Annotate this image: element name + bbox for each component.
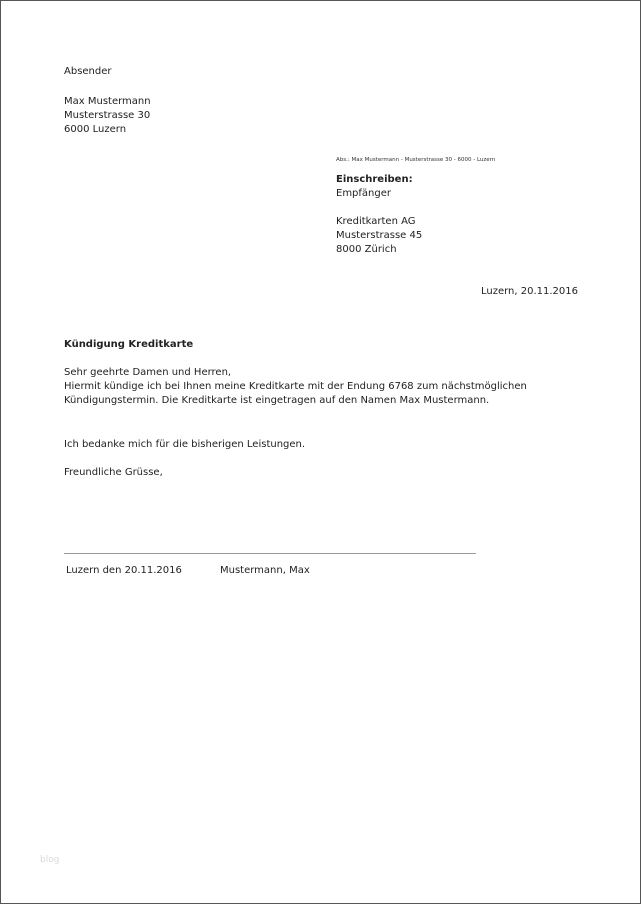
registered-mail-label: Einschreiben: (336, 174, 413, 185)
sender-label: Absender (64, 66, 112, 77)
letter-subject: Kündigung Kreditkarte (64, 339, 194, 350)
body-line-2: Kündigungstermin. Die Kreditkarte ist eingetragen auf den Namen Max Mustermann. (64, 395, 490, 406)
recipient-city: 8000 Zürich (336, 244, 397, 255)
sender-city: 6000 Luzern (64, 124, 127, 135)
signature-rule (64, 553, 476, 554)
sender-street: Musterstrasse 30 (64, 110, 151, 121)
recipient-street: Musterstrasse 45 (336, 230, 423, 241)
recipient-company: Kreditkarten AG (336, 216, 416, 227)
salutation: Sehr geehrte Damen und Herren, (64, 367, 232, 378)
sender-block (64, 65, 151, 137)
closing-line: Freundliche Grüsse, (64, 467, 163, 478)
watermark-text: blog (40, 855, 60, 865)
thanks-line: Ich bedanke mich für die bisherigen Leistungen. (64, 439, 306, 450)
sender-name: Max Mustermann (64, 96, 151, 107)
signature-place-date: Luzern den 20.11.2016 (66, 565, 182, 576)
recipient-block (336, 173, 422, 257)
recipient-spacer (336, 201, 422, 215)
signature-name: Mustermann, Max (220, 565, 310, 576)
return-address-line: Abs.: Max Mustermann - Musterstrasse 30 - 6000 - Luzern (336, 157, 496, 163)
letter-body (64, 366, 527, 408)
body-line-1: Hiermit kündige ich bei Ihnen meine Kreditkarte mit der Endung 6768 zum nächstmöglichen (64, 381, 527, 392)
letter-date: Luzern, 20.11.2016 (480, 286, 578, 297)
recipient-label: Empfänger (336, 188, 392, 199)
